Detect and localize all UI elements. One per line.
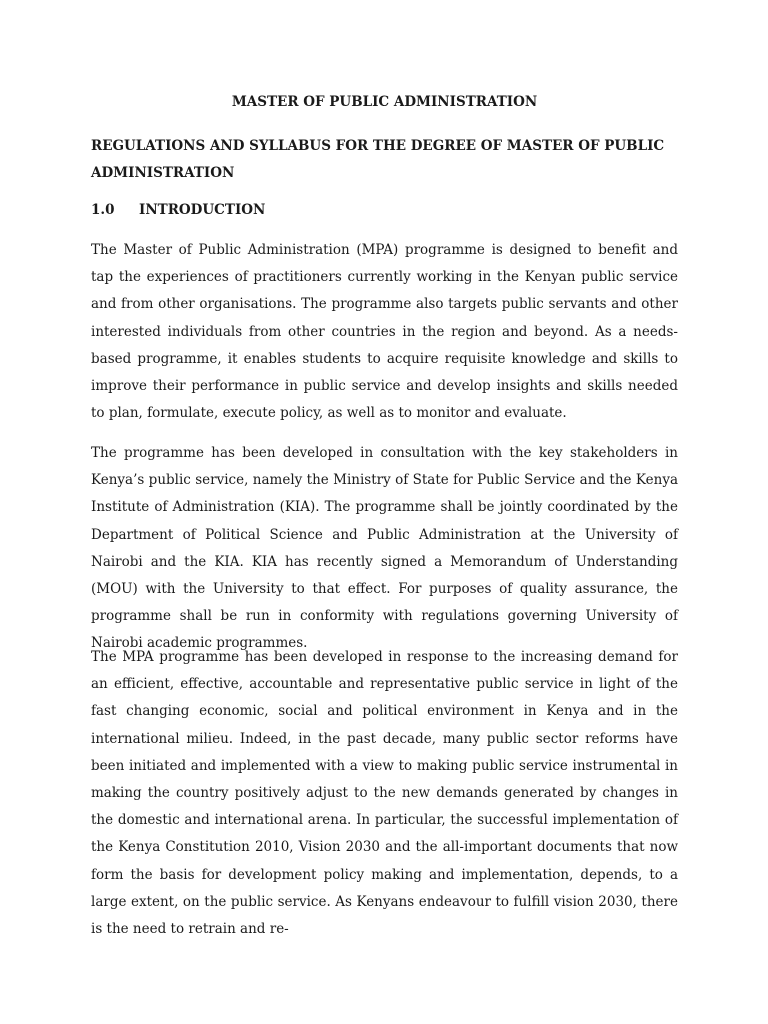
section-heading — [91, 200, 678, 220]
section-number: 1.0 — [91, 202, 115, 218]
paragraph-demand: The MPA programme has been developed in response to the increasing demand for an efficient, effective, accountable and representative public service in light of the fast changing economic, social and political environment in Kenya and in the international milieu. Indeed, in the past decade, many public sector reforms have been initiated and implemented with a view to making public service instrumental in making the country positively adjust to the new demands generated by changes in the domestic and international arena. In particular, the successful implementation of the Kenya Constitution 2010, Vision 2030 and the all-important documents that now form the basis for development policy making and implementation, depends, to a large extent, on the public service. As Kenyans endeavour to fulfill vision 2030, there is the need to retrain and re- — [91, 649, 678, 938]
paragraph-intro: The Master of Public Administration (MPA) programme is designed to benefit and tap the experiences of practitioners currently working in the Kenyan public service and from other organisations. The programme also targets public servants and other interested individuals from other countries in the region and beyond. As a needs-based programme, it enables students to acquire requisite knowledge and skills to improve their performance in public service and develop insights and skills needed to plan, formulate, execute policy, as well as to monitor and evaluate. — [91, 242, 678, 422]
paragraph-stakeholders: The programme has been developed in consultation with the key stakeholders in Kenya’s public service, namely the Ministry of State for Public Service and the Kenya Institute of Administration (KIA). The programme shall be jointly coordinated by the Department of Political Science and Public Administration at the University of Nairobi and the KIA. KIA has recently signed a Memorandum of Understanding (MOU) with the University to that effect. For purposes of quality assurance, the programme shall be run in conformity with regulations governing University of Nairobi academic programmes. — [91, 445, 678, 652]
document-subtitle: REGULATIONS AND SYLLABUS FOR THE DEGREE OF MASTER OF PUBLIC ADMINISTRATION — [91, 138, 665, 181]
section-title: INTRODUCTION — [139, 202, 266, 218]
document-title: MASTER OF PUBLIC ADMINISTRATION — [231, 94, 538, 110]
